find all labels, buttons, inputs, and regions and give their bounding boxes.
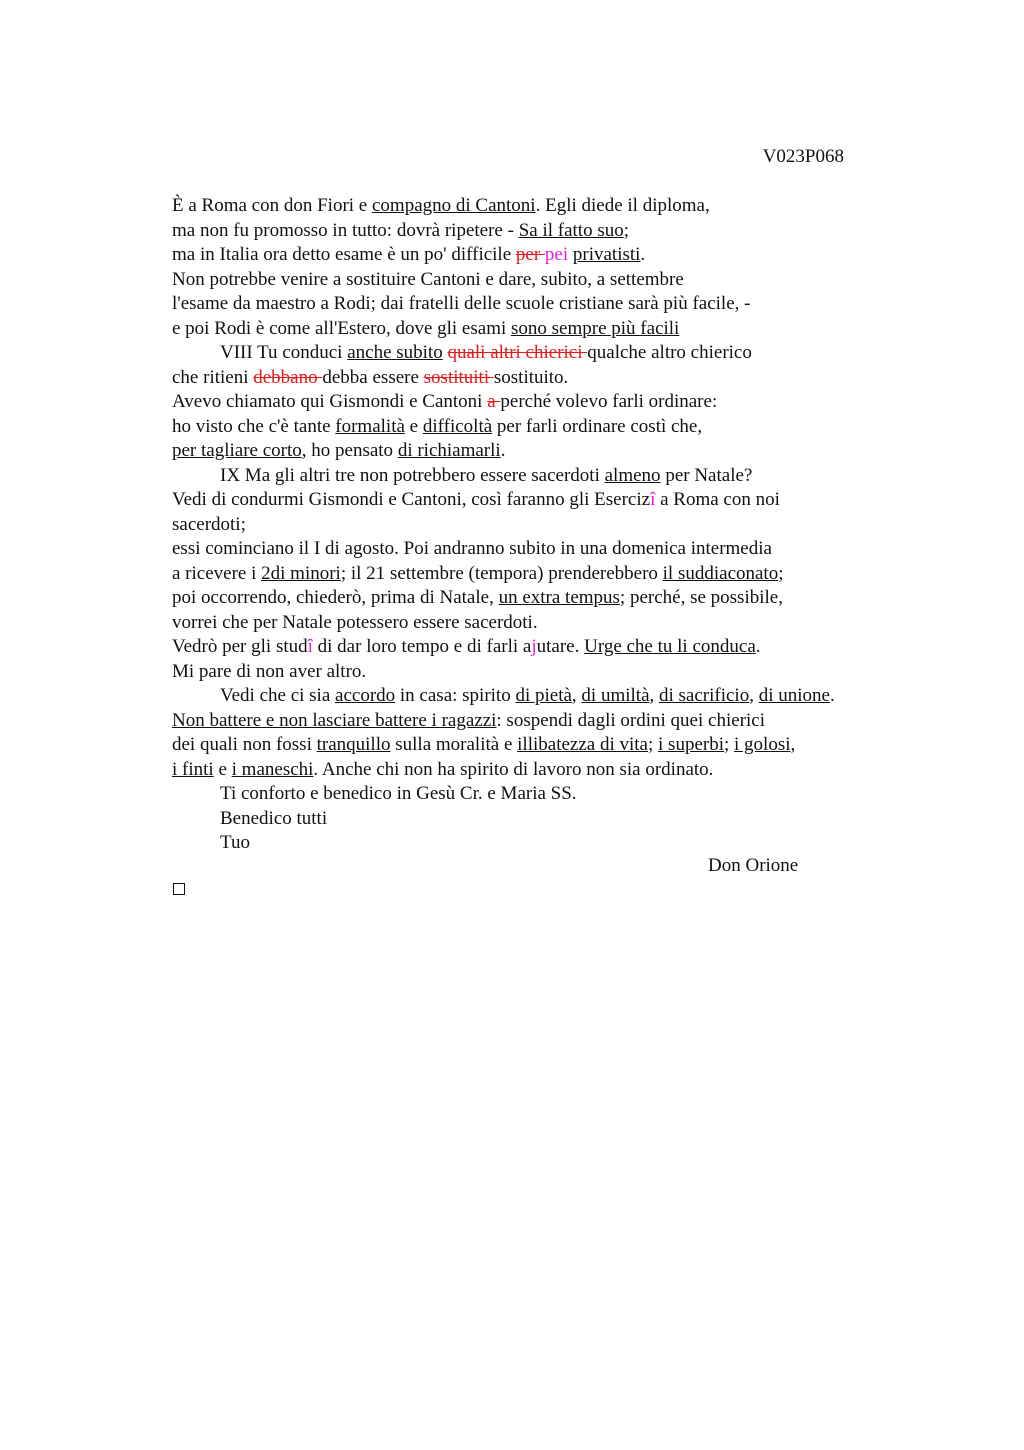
text-segment: . Anche chi non ha spirito di lavoro non sia ordinato. <box>313 758 714 780</box>
deleted-text: sostituiti <box>423 366 494 388</box>
underlined-text: di umiltà <box>581 685 650 706</box>
text-segment: . <box>500 440 506 461</box>
text-segment: . Egli diede il diploma, <box>535 195 710 216</box>
text-segment: vorrei che per Natale potessero essere sacerdoti. <box>172 611 538 633</box>
text-segment: ma non fu promosso in tutto: dovrà ripetere - <box>172 219 519 241</box>
text-segment: di dar loro tempo e di farli a <box>312 636 532 657</box>
underlined-text: un extra tempus <box>498 587 620 608</box>
text-line <box>172 341 932 366</box>
text-segment: a Roma con noi <box>655 489 780 510</box>
underlined-text: i finti <box>172 758 214 780</box>
text-line <box>172 268 932 293</box>
underlined-text: formalità <box>335 415 405 437</box>
underlined-text: sono sempre più facili <box>511 317 680 339</box>
underlined-text: privatisti <box>572 244 641 265</box>
text-segment: per Natale? <box>660 464 753 486</box>
text-line <box>172 758 932 783</box>
text-segment: VIII Tu conduci <box>220 342 348 363</box>
text-line <box>172 390 932 415</box>
text-segment: , <box>571 685 582 706</box>
underlined-text: il suddiaconato <box>662 562 779 584</box>
text-segment: Avevo chiamato qui Gismondi e Cantoni <box>172 391 488 412</box>
document-reference: V023P068 <box>762 146 844 167</box>
text-line <box>172 684 932 709</box>
text-line <box>172 488 932 513</box>
text-segment: debba essere <box>322 366 424 388</box>
text-segment: utare. <box>536 636 585 657</box>
text-segment: , <box>749 685 759 706</box>
underlined-text: i superbi <box>658 734 724 755</box>
underlined-text: Non battere e non lasciare battere i ragazzi <box>172 709 497 731</box>
text-segment: che ritieni <box>172 366 254 388</box>
inserted-text: î <box>307 636 313 657</box>
text-segment: Vedi che ci sia <box>220 685 336 706</box>
text-segment: qualche altro chierico <box>587 342 752 363</box>
text-line <box>172 562 932 587</box>
text-segment: Vedrò per gli stud <box>172 636 308 657</box>
underlined-text: i maneschi <box>231 758 314 780</box>
text-segment: È a Roma con don Fiori e <box>172 195 372 216</box>
text-segment: Non potrebbe venire a sostituire Cantoni e dare, subito, a settembre <box>172 268 684 290</box>
letter-body <box>172 194 932 856</box>
text-segment: dei quali non fossi <box>172 734 317 755</box>
text-segment: . <box>829 685 835 706</box>
text-line <box>172 366 932 391</box>
text-segment: Mi pare di non aver altro. <box>172 660 367 682</box>
text-segment: ; il 21 settembre (tempora) prenderebbero <box>340 562 663 584</box>
text-segment: ; <box>778 562 784 584</box>
text-segment: ; <box>723 734 735 755</box>
text-line <box>172 807 932 832</box>
deleted-text: debbano <box>253 366 323 388</box>
deleted-text: per <box>515 244 545 265</box>
text-segment: IX Ma gli altri tre non potrebbero essere sacerdoti <box>220 464 605 486</box>
text-line <box>172 660 932 685</box>
inserted-text: î <box>650 489 656 510</box>
text-line <box>172 243 932 268</box>
underlined-text: Urge che tu li conduca <box>584 636 756 657</box>
underlined-text: compagno di Cantoni <box>372 195 536 216</box>
signature: Don Orione <box>708 855 799 876</box>
text-segment: e <box>213 758 232 780</box>
text-segment: , <box>790 734 796 755</box>
text-line <box>172 635 932 660</box>
underlined-text: di richiamarli <box>397 440 501 461</box>
underlined-text: tranquillo <box>316 734 391 755</box>
text-segment: sacerdoti; <box>172 513 246 535</box>
text-segment: perché volevo farli ordinare: <box>500 391 718 412</box>
underlined-text: 2di minori <box>261 562 341 584</box>
text-segment: . <box>640 244 646 265</box>
text-segment: : sospendi dagli ordini quei chierici <box>496 709 765 731</box>
text-segment: essi cominciano il I di agosto. Poi andranno subito in una domenica intermedia <box>172 538 772 559</box>
text-segment: , <box>649 685 659 706</box>
underlined-text: di pietà <box>515 685 572 706</box>
text-line <box>172 317 932 342</box>
underlined-text: di unione <box>758 685 830 706</box>
text-line <box>172 782 932 807</box>
underlined-text: anche subito <box>347 342 443 363</box>
text-segment: sulla moralità e <box>390 734 518 755</box>
text-line <box>172 537 932 562</box>
text-segment: Tuo <box>220 832 250 853</box>
text-segment: Vedi di condurmi Gismondi e Cantoni, così faranno gli Eserciz <box>172 489 651 510</box>
underlined-text: accordo <box>335 685 396 706</box>
text-line <box>172 415 932 440</box>
text-segment: ; perché, se possibile, <box>619 587 783 608</box>
underlined-text: i golosi <box>734 734 791 755</box>
underlined-text: Sa il fatto suo <box>518 219 624 241</box>
text-segment: l'esame da maestro a Rodi; dai fratelli delle scuole cristiane sarà più facile, - <box>172 293 751 314</box>
text-segment: poi occorrendo, chiederò, prima di Natale, <box>172 587 499 608</box>
checkbox-square-icon <box>173 883 185 895</box>
text-segment: . <box>755 636 761 657</box>
underlined-text: di sacrificio <box>659 685 750 706</box>
underlined-text: per tagliare corto <box>172 440 302 461</box>
underlined-text: almeno <box>604 464 661 486</box>
underlined-text: illibatezza di vita <box>517 734 648 755</box>
text-line <box>172 831 932 856</box>
text-line <box>172 611 932 636</box>
text-segment: Ti conforto e benedico in Gesù Cr. e Maria SS. <box>220 783 577 804</box>
inserted-text: j <box>531 636 537 657</box>
text-line <box>172 733 932 758</box>
text-line <box>172 513 932 538</box>
text-line <box>172 439 932 464</box>
text-segment: a ricevere i <box>172 562 262 584</box>
text-line <box>172 709 932 734</box>
underlined-text: difficoltà <box>422 415 493 437</box>
deleted-text: quali altri chierici <box>447 342 588 363</box>
text-segment: ; <box>623 219 629 241</box>
text-segment: sostituito. <box>493 366 569 388</box>
text-segment: Benedico tutti <box>220 807 328 829</box>
text-line <box>172 464 932 489</box>
text-segment: ho visto che c'è tante <box>172 415 336 437</box>
inserted-text: pei <box>544 244 569 265</box>
text-line <box>172 219 932 244</box>
deleted-text: a <box>487 391 501 412</box>
text-line <box>172 586 932 611</box>
text-segment: ; <box>647 734 659 755</box>
text-segment: e poi Rodi è come all'Estero, dove gli esami <box>172 317 512 339</box>
text-segment: , ho pensato <box>301 440 398 461</box>
text-segment: in casa: spirito <box>395 685 516 706</box>
text-segment: per farli ordinare costì che, <box>492 415 703 437</box>
text-segment: ma in Italia ora detto esame è un po' difficile <box>172 244 516 265</box>
text-segment: e <box>404 415 423 437</box>
text-line <box>172 194 932 219</box>
text-line <box>172 292 932 317</box>
